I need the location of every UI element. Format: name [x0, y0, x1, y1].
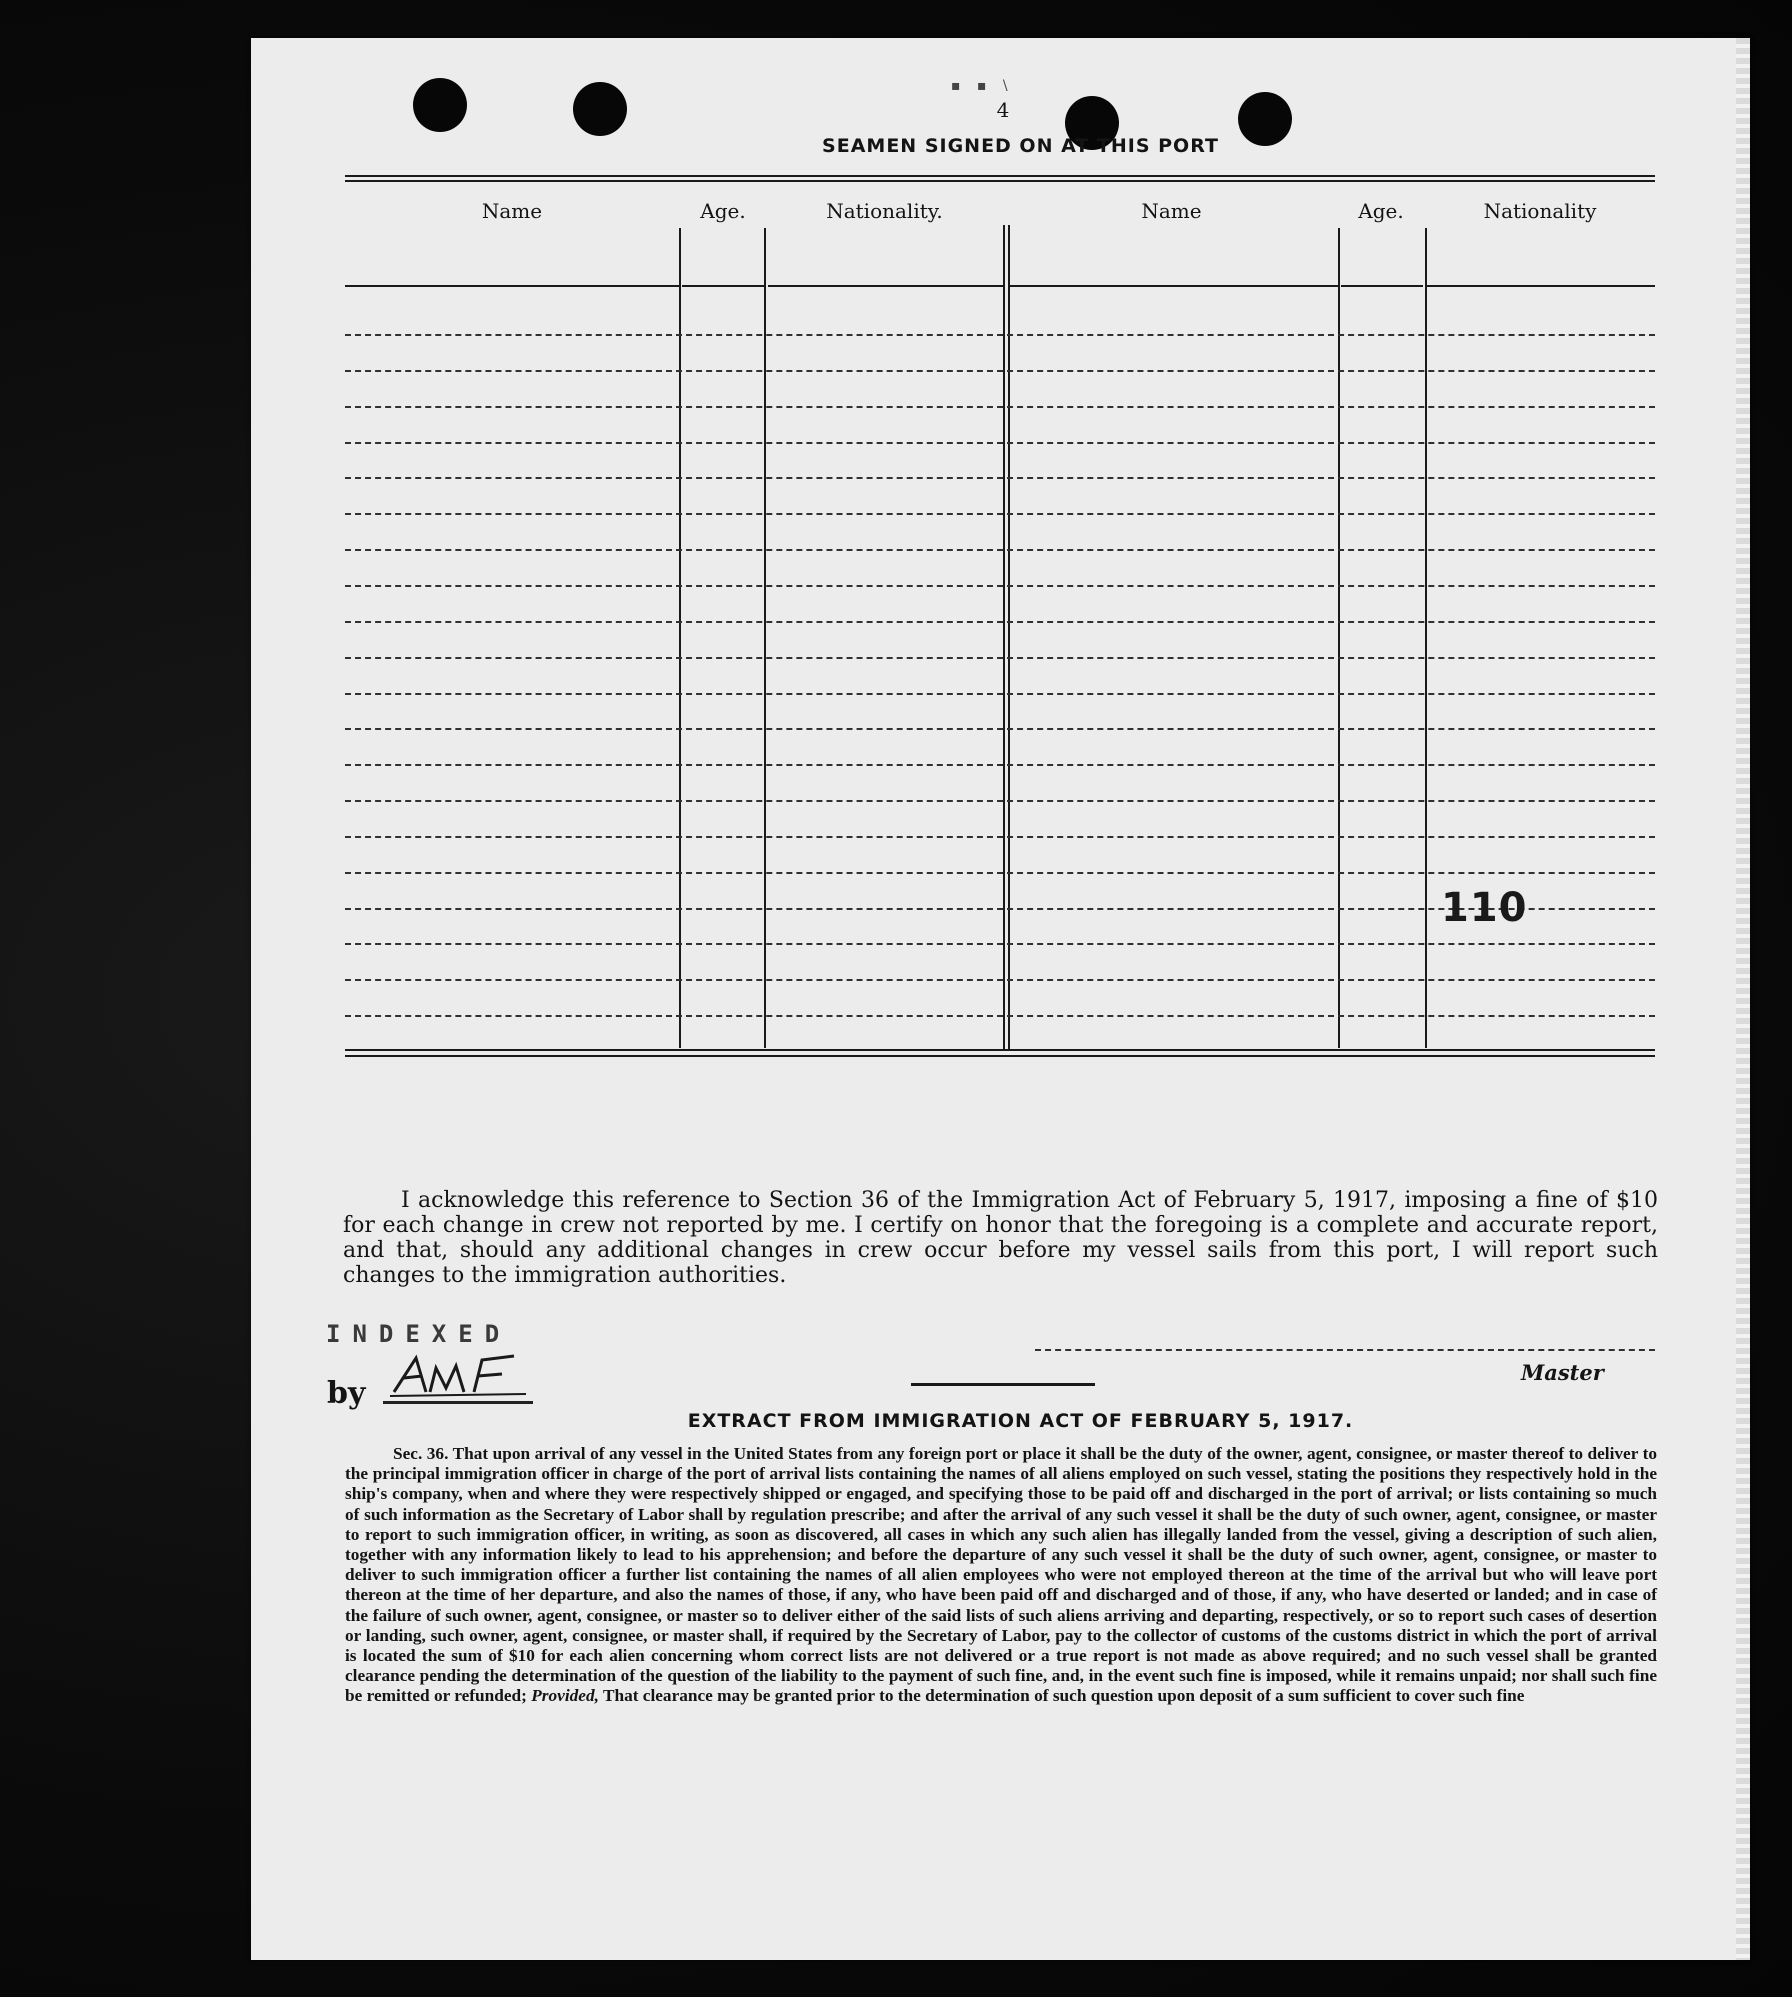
column-divider: [1008, 225, 1010, 1050]
table-row: [345, 442, 1655, 444]
acknowledgement-paragraph: I acknowledge this reference to Section 36 of the Immigration Act of February 5, 1917, imposing a fine of $10 for each change in crew not reported by me. I certify on honor that the foregoing is a complete and accurate report, and that, should any additional changes in crew occur before my vessel sails from this port, I will report such changes to the immigration authorities.: [343, 1188, 1658, 1288]
table-row: [345, 1015, 1655, 1017]
page-number: 4: [996, 98, 1010, 122]
signature-underline: [383, 1401, 533, 1404]
provided-word: Provided,: [531, 1686, 599, 1706]
seamen-table: [345, 175, 1655, 1210]
column-header-age: Age.: [1358, 199, 1404, 223]
header-underline: [768, 285, 1004, 287]
column-divider: [1425, 228, 1427, 1048]
table-row: [345, 370, 1655, 372]
table-row: [345, 406, 1655, 408]
table-row: [345, 836, 1655, 838]
table-row: [345, 728, 1655, 730]
section-text-part2: That clearance may be granted prior to the determination of such question upon deposit of a sum sufficient to cover such fine: [602, 1686, 1525, 1706]
indexer-initials-signature: [386, 1348, 536, 1400]
table-bottom-rule: [345, 1049, 1655, 1051]
column-divider: [1338, 228, 1340, 1048]
page-marks: ▪ ▪ \: [951, 78, 1014, 94]
table-top-rule: [345, 180, 1655, 182]
section-36-text: [345, 1444, 1657, 1707]
section-divider: [911, 1383, 1095, 1386]
master-label: Master: [1521, 1360, 1604, 1385]
indexed-by-label: by: [327, 1376, 366, 1411]
table-row: [345, 549, 1655, 551]
table-row: [345, 693, 1655, 695]
column-divider: [679, 228, 681, 1048]
table-row: [345, 585, 1655, 587]
header-underline: [1341, 285, 1423, 287]
column-header-nationality: Nationality: [1483, 199, 1597, 223]
punch-hole: [413, 78, 467, 132]
column-header-name: Name: [1141, 199, 1202, 223]
section-label: Sec. 36.: [393, 1444, 449, 1463]
indexed-stamp: INDEXED: [326, 1320, 512, 1348]
header-underline: [682, 285, 764, 287]
extract-title: EXTRACT FROM IMMIGRATION ACT OF FEBRUARY 5, 1917.: [687, 1410, 1354, 1432]
punch-hole: [573, 82, 627, 136]
stamp-number: 110: [1441, 885, 1528, 931]
table-bottom-rule: [345, 1055, 1655, 1057]
table-row: [345, 764, 1655, 766]
paper-edge: [1736, 38, 1750, 1960]
header-underline: [1427, 285, 1655, 287]
master-signature-line: [1035, 1349, 1655, 1351]
column-divider: [764, 228, 766, 1048]
table-row: [345, 477, 1655, 479]
table-top-rule: [345, 175, 1655, 177]
table-row: [345, 513, 1655, 515]
table-row: [345, 979, 1655, 981]
table-row: [345, 334, 1655, 336]
table-row: [345, 621, 1655, 623]
column-divider: [1003, 225, 1005, 1050]
column-header-age: Age.: [700, 199, 746, 223]
section-text-part1: That upon arrival of any vessel in the United States from any foreign port or place it shall be the duty of the owner, agent, consignee, or master thereof to deliver to the principal immigration officer in charge of the port of arrival lists containing the names of all aliens employed on such vessel, stating the positions they respectively hold in the ship's company, when and where they were respectively shipped or engaged, and specifying those to be paid off and discharged in the port of arrival; or lists containing so much of such information as the Secretary of Labor shall by regulation prescribe; and after the arrival of any such vessel it shall be the duty of such owner, agent, consignee, or master to report to such immigration officer, in writing, as soon as discovered, all cases in which any such alien has illegally landed from the vessel, giving a description of such alien, together with any information likely to lead to his apprehension; and before the departure of any such vessel it shall be the duty of such owner, agent, consignee, or master to deliver to such immigration officer a further list containing the names of all alien employees who were not employed thereon at the time of the arrival but who will leave port thereon at the time of her departure, and also the names of those, if any, who have been paid off and discharged and of those, if any, who have deserted or landed; and in case of the failure of such owner, agent, consignee, or master so to deliver either of the said lists of such aliens arriving and departing, respectively, or so to report such cases of desertion or landing, such owner, agent, consignee, or master shall, if required by the Secretary of Labor, pay to the collector of customs of the customs district in which the port of arrival is located the sum of $10 for each alien concerning whom correct lists are not delivered or a true report is not made as above required; and no such vessel shall be granted clearance pending the determination of the question of the liability to the payment of such fine, and, in the event such fine is imposed, while it remains unpaid; nor shall such fine be remitted or refunded;: [345, 1444, 1657, 1706]
table-row: [345, 800, 1655, 802]
column-header-nationality: Nationality.: [826, 199, 943, 223]
table-row: [345, 943, 1655, 945]
column-header-name: Name: [481, 199, 543, 223]
table-row: [345, 657, 1655, 659]
header-underline: [345, 285, 679, 287]
page-title: SEAMEN SIGNED ON AT THIS PORT: [822, 135, 1219, 157]
header-underline: [1010, 285, 1338, 287]
document-page: [251, 38, 1750, 1960]
table-row: [345, 872, 1655, 874]
